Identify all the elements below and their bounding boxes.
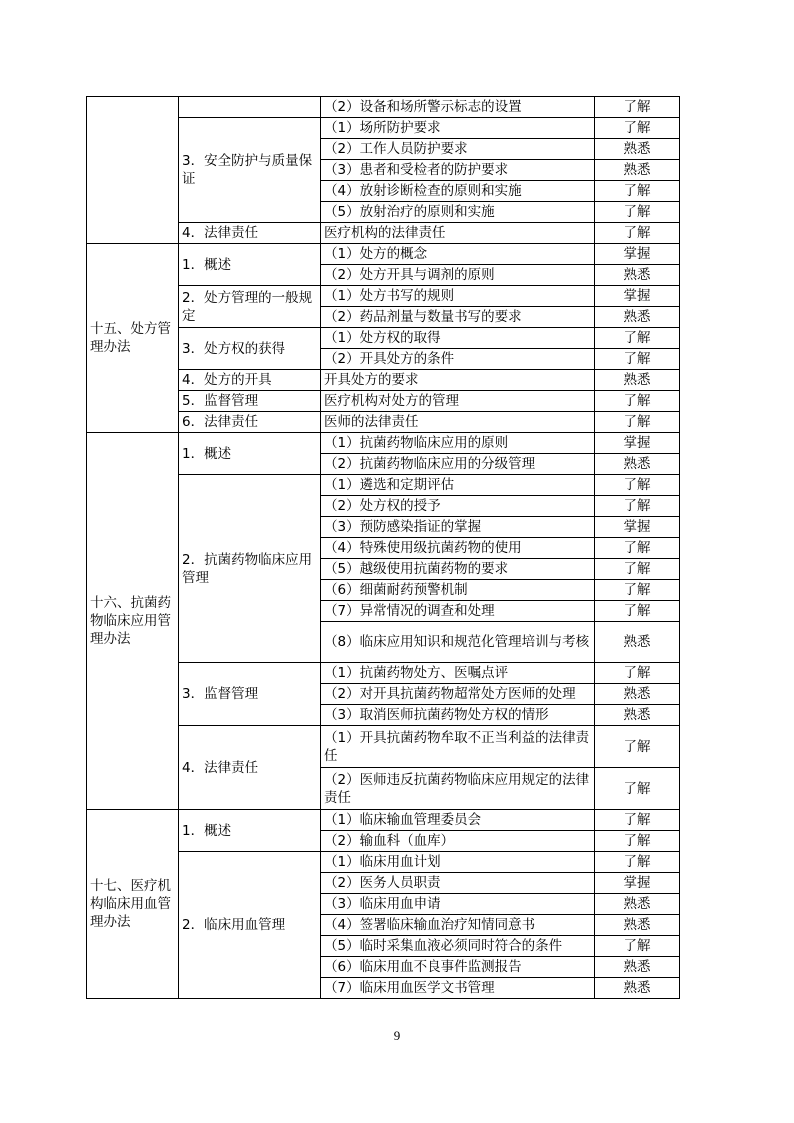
syllabus-table [86, 96, 680, 999]
requirement-level: 熟悉 [595, 705, 680, 726]
requirement-level: 了解 [595, 118, 680, 139]
requirement-level: 掌握 [595, 244, 680, 265]
requirement-level: 了解 [595, 538, 680, 559]
requirement-level: 熟悉 [595, 915, 680, 936]
requirement-level: 了解 [595, 349, 680, 370]
topic-cell: 医疗机构的法律责任 [321, 223, 595, 244]
requirement-level: 了解 [595, 810, 680, 831]
topic-cell: （1）抗菌药物临床应用的原则 [321, 433, 595, 454]
unit-title: 2．处方管理的一般规定 [179, 286, 321, 328]
topic-cell: （1）抗菌药物处方、医嘱点评 [321, 663, 595, 684]
topic-cell: （3）预防感染指证的掌握 [321, 517, 595, 538]
requirement-level: 了解 [595, 559, 680, 580]
requirement-level: 了解 [595, 496, 680, 517]
topic-cell: （6）细菌耐药预警机制 [321, 580, 595, 601]
requirement-level: 了解 [595, 768, 680, 810]
unit-title: 4．法律责任 [179, 726, 321, 810]
requirement-level: 了解 [595, 936, 680, 957]
unit-title: 3．安全防护与质量保证 [179, 118, 321, 223]
topic-cell: 医疗机构对处方的管理 [321, 391, 595, 412]
topic-cell: （3）患者和受检者的防护要求 [321, 160, 595, 181]
requirement-level: 熟悉 [595, 622, 680, 663]
topic-cell: （3）取消医师抗菌药物处方权的情形 [321, 705, 595, 726]
topic-cell: （2）输血科（血库） [321, 831, 595, 852]
topic-cell: （6）临床用血不良事件监测报告 [321, 957, 595, 978]
topic-cell: （5）放射治疗的原则和实施 [321, 202, 595, 223]
topic-cell: （1）处方书写的规则 [321, 286, 595, 307]
page-number: 9 [393, 1028, 401, 1043]
topic-cell: （2）处方权的授予 [321, 496, 595, 517]
topic-cell: （7）临床用血医学文书管理 [321, 978, 595, 999]
topic-cell: （5）临时采集血液必须同时符合的条件 [321, 936, 595, 957]
unit-title: 1．概述 [179, 433, 321, 475]
unit-title: 1．概述 [179, 810, 321, 852]
topic-cell: （4）放射诊断检查的原则和实施 [321, 181, 595, 202]
requirement-level: 了解 [595, 412, 680, 433]
requirement-level: 了解 [595, 663, 680, 684]
topic-cell: （2）医师违反抗菌药物临床应用规定的法律责任 [321, 768, 595, 810]
table-row [87, 810, 680, 831]
topic-cell: （2）工作人员防护要求 [321, 139, 595, 160]
unit-title: 3．监督管理 [179, 663, 321, 726]
requirement-level: 熟悉 [595, 307, 680, 328]
requirement-level: 了解 [595, 181, 680, 202]
topic-cell: （3）临床用血申请 [321, 894, 595, 915]
requirement-level: 了解 [595, 223, 680, 244]
section-title: 十七、医疗机构临床用血管理办法 [87, 810, 179, 999]
topic-cell: （1）处方权的取得 [321, 328, 595, 349]
requirement-level: 熟悉 [595, 957, 680, 978]
requirement-level: 了解 [595, 202, 680, 223]
requirement-level: 熟悉 [595, 684, 680, 705]
table-row [87, 244, 680, 265]
requirement-level: 了解 [595, 726, 680, 768]
topic-cell: （2）对开具抗菌药物超常处方医师的处理 [321, 684, 595, 705]
requirement-level: 了解 [595, 852, 680, 873]
topic-cell: （1）场所防护要求 [321, 118, 595, 139]
topic-cell: （1）临床用血计划 [321, 852, 595, 873]
topic-cell: （1）处方的概念 [321, 244, 595, 265]
requirement-level: 掌握 [595, 873, 680, 894]
requirement-level: 熟悉 [595, 894, 680, 915]
requirement-level: 了解 [595, 475, 680, 496]
requirement-level: 熟悉 [595, 265, 680, 286]
unit-title: 2．抗菌药物临床应用管理 [179, 475, 321, 663]
requirement-level: 熟悉 [595, 139, 680, 160]
unit-title: 1．概述 [179, 244, 321, 286]
topic-cell: 开具处方的要求 [321, 370, 595, 391]
topic-cell: （2）医务人员职责 [321, 873, 595, 894]
requirement-level: 掌握 [595, 517, 680, 538]
unit-title: 4．处方的开具 [179, 370, 321, 391]
topic-cell: （7）异常情况的调查和处理 [321, 601, 595, 622]
topic-cell: （2）开具处方的条件 [321, 349, 595, 370]
requirement-level: 熟悉 [595, 454, 680, 475]
unit-title: 2．临床用血管理 [179, 852, 321, 999]
section-title [87, 97, 179, 244]
topic-cell: （8）临床应用知识和规范化管理培训与考核 [321, 622, 595, 663]
table-row [87, 433, 680, 454]
requirement-level: 掌握 [595, 286, 680, 307]
topic-cell: （1）开具抗菌药物牟取不正当利益的法律责任 [321, 726, 595, 768]
topic-cell: （5）越级使用抗菌药物的要求 [321, 559, 595, 580]
unit-title: 6．法律责任 [179, 412, 321, 433]
topic-cell: （2）抗菌药物临床应用的分级管理 [321, 454, 595, 475]
requirement-level: 熟悉 [595, 978, 680, 999]
topic-cell: （1）临床输血管理委员会 [321, 810, 595, 831]
section-title: 十五、处方管理办法 [87, 244, 179, 433]
requirement-level: 了解 [595, 391, 680, 412]
requirement-level: 了解 [595, 601, 680, 622]
requirement-level: 了解 [595, 97, 680, 118]
table-row [87, 97, 680, 118]
requirement-level: 熟悉 [595, 160, 680, 181]
topic-cell: （2）处方开具与调剂的原则 [321, 265, 595, 286]
requirement-level: 了解 [595, 831, 680, 852]
topic-cell: （1）遴选和定期评估 [321, 475, 595, 496]
unit-title: 4．法律责任 [179, 223, 321, 244]
topic-cell: （2）设备和场所警示标志的设置 [321, 97, 595, 118]
unit-title: 3．处方权的获得 [179, 328, 321, 370]
requirement-level: 了解 [595, 328, 680, 349]
requirement-level: 熟悉 [595, 370, 680, 391]
topic-cell: （4）特殊使用级抗菌药物的使用 [321, 538, 595, 559]
requirement-level: 掌握 [595, 433, 680, 454]
topic-cell: （4）签署临床输血治疗知情同意书 [321, 915, 595, 936]
topic-cell: （2）药品剂量与数量书写的要求 [321, 307, 595, 328]
requirement-level: 了解 [595, 580, 680, 601]
section-title: 十六、抗菌药物临床应用管理办法 [87, 433, 179, 810]
unit-title: 5．监督管理 [179, 391, 321, 412]
topic-cell: 医师的法律责任 [321, 412, 595, 433]
unit-title [179, 97, 321, 118]
